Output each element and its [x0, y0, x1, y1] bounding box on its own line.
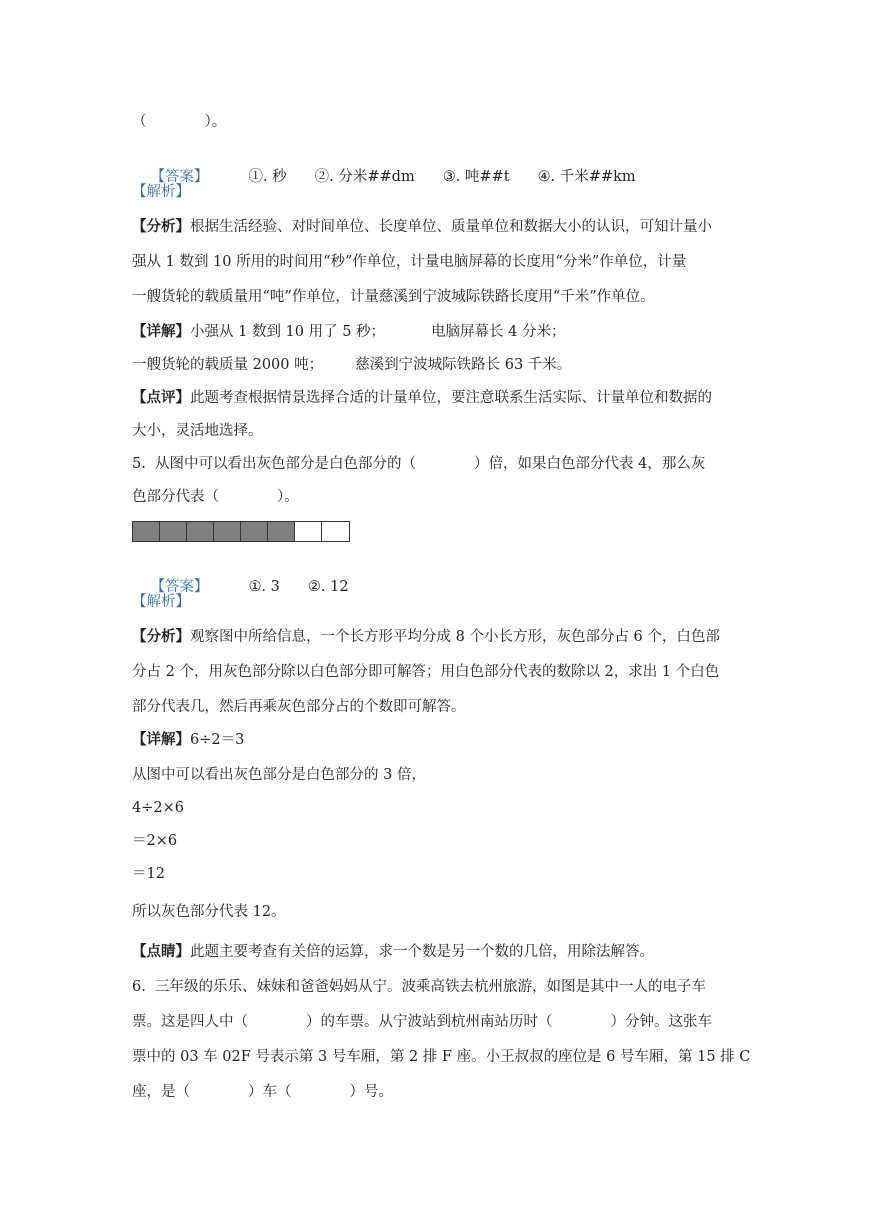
- analysis-label: 【分析】: [132, 218, 190, 235]
- gray-cell: [187, 522, 214, 541]
- answer-tag: 【答案】: [150, 169, 209, 185]
- answer-item: ③. 吨##t: [442, 169, 510, 185]
- comment-label: 【点评】: [132, 389, 190, 406]
- answer-item: ④. 千米##km: [537, 169, 636, 185]
- analysis-line: [132, 217, 712, 237]
- analysis-line: [132, 627, 720, 647]
- detail-text: 6÷2＝3: [190, 732, 245, 748]
- gray-cell: [241, 522, 268, 541]
- question-6: 6. 三年级的乐乐、妹妹和爸爸妈妈从宁。波乘高铁去杭州旅游，如图是其中一人的电子车: [132, 979, 707, 995]
- analysis-label: 【分析】: [132, 628, 190, 645]
- detail-line: ＝12: [132, 866, 165, 882]
- analysis-line: 强从 1 数到 10 所用的时间用“秒”作单位，计量电脑屏幕的长度用“分米”作单位，计量: [132, 254, 687, 270]
- analysis-tag: 【解析】: [132, 594, 190, 610]
- detail-text: 电脑屏幕长 4 分米；: [431, 324, 566, 340]
- question-6: 票。这是四人中（ ）的车票。从宁波站到杭州南站历时（ ）分钟。这张车: [132, 1014, 712, 1030]
- detail-line: 从图中可以看出灰色部分是白色部分的 3 倍，: [132, 767, 426, 783]
- tip-line: [132, 942, 654, 962]
- analysis-text: 根据生活经验、对时间单位、长度单位、质量单位和数据大小的认识，可知计量小: [190, 219, 712, 235]
- tip-label: 【点睛】: [132, 943, 190, 960]
- answer-item: ②. 分米##dm: [314, 169, 415, 185]
- detail-line: [132, 730, 244, 750]
- detail-line: 4÷2×6: [132, 800, 184, 816]
- question-6: 票中的 03 车 02F 号表示第 3 号车厢，第 2 排 F 座。小王叔叔的座位是 6 号车厢，第 15 排 C: [132, 1049, 751, 1065]
- gray-cell: [160, 522, 187, 541]
- detail-text: 小强从 1 数到 10 用了 5 秒；: [190, 324, 386, 340]
- comment-line: [132, 388, 712, 408]
- answer-item: ①. 3: [248, 579, 280, 595]
- comment-text: 此题考查根据情景选择合适的计量单位，要注意联系生活实际、计量单位和数据的: [190, 390, 712, 406]
- question-5: 色部分代表（ ）。: [132, 489, 299, 505]
- analysis-line: 部分代表几，然后再乘灰色部分占的个数即可解答。: [132, 699, 466, 715]
- analysis-line: 分占 2 个，用灰色部分除以白色部分即可解答；用白色部分代表的数除以 2，求出 1 个白色: [132, 664, 720, 680]
- analysis-tag: 【解析】: [132, 184, 190, 200]
- detail-line: 所以灰色部分代表 12。: [132, 904, 286, 920]
- analysis-text: 观察图中所给信息，一个长方形平均分成 8 个小长方形，灰色部分占 6 个，白色部: [190, 629, 720, 645]
- comment-line: 大小，灵活地选择。: [132, 423, 263, 439]
- detail-label: 【详解】: [132, 323, 190, 340]
- analysis-line: 一艘货轮的载质量用“吨”作单位，计量慈溪到宁波城际铁路长度用“千米”作单位。: [132, 289, 655, 305]
- answer-item: ①. 秒: [248, 169, 287, 185]
- gray-cell: [133, 522, 160, 541]
- q4-blank-tail: （ ）。: [132, 114, 227, 130]
- answer-item: ②. 12: [307, 579, 349, 595]
- detail-line: [132, 322, 566, 342]
- answer-tag: 【答案】: [150, 579, 209, 595]
- detail-label: 【详解】: [132, 731, 190, 748]
- question-6: 座，是（ ）车（ ）号。: [132, 1084, 393, 1100]
- tip-text: 此题主要考查有关倍的运算，求一个数是另一个数的几倍，用除法解答。: [190, 944, 654, 960]
- detail-line: ＝2×6: [132, 833, 178, 849]
- segment-bar: [132, 521, 350, 542]
- detail-text: 慈溪到宁波城际铁路长 63 千米。: [355, 357, 572, 373]
- white-cell: [322, 522, 349, 541]
- gray-cell: [268, 522, 295, 541]
- detail-text: 一艘货轮的载质量 2000 吨；: [132, 357, 324, 373]
- detail-line: [132, 355, 571, 375]
- answer-row-1: [132, 147, 636, 207]
- question-5: 5. 从图中可以看出灰色部分是白色部分的（ ）倍，如果白色部分代表 4，那么灰: [132, 456, 706, 472]
- white-cell: [295, 522, 322, 541]
- gray-cell: [214, 522, 241, 541]
